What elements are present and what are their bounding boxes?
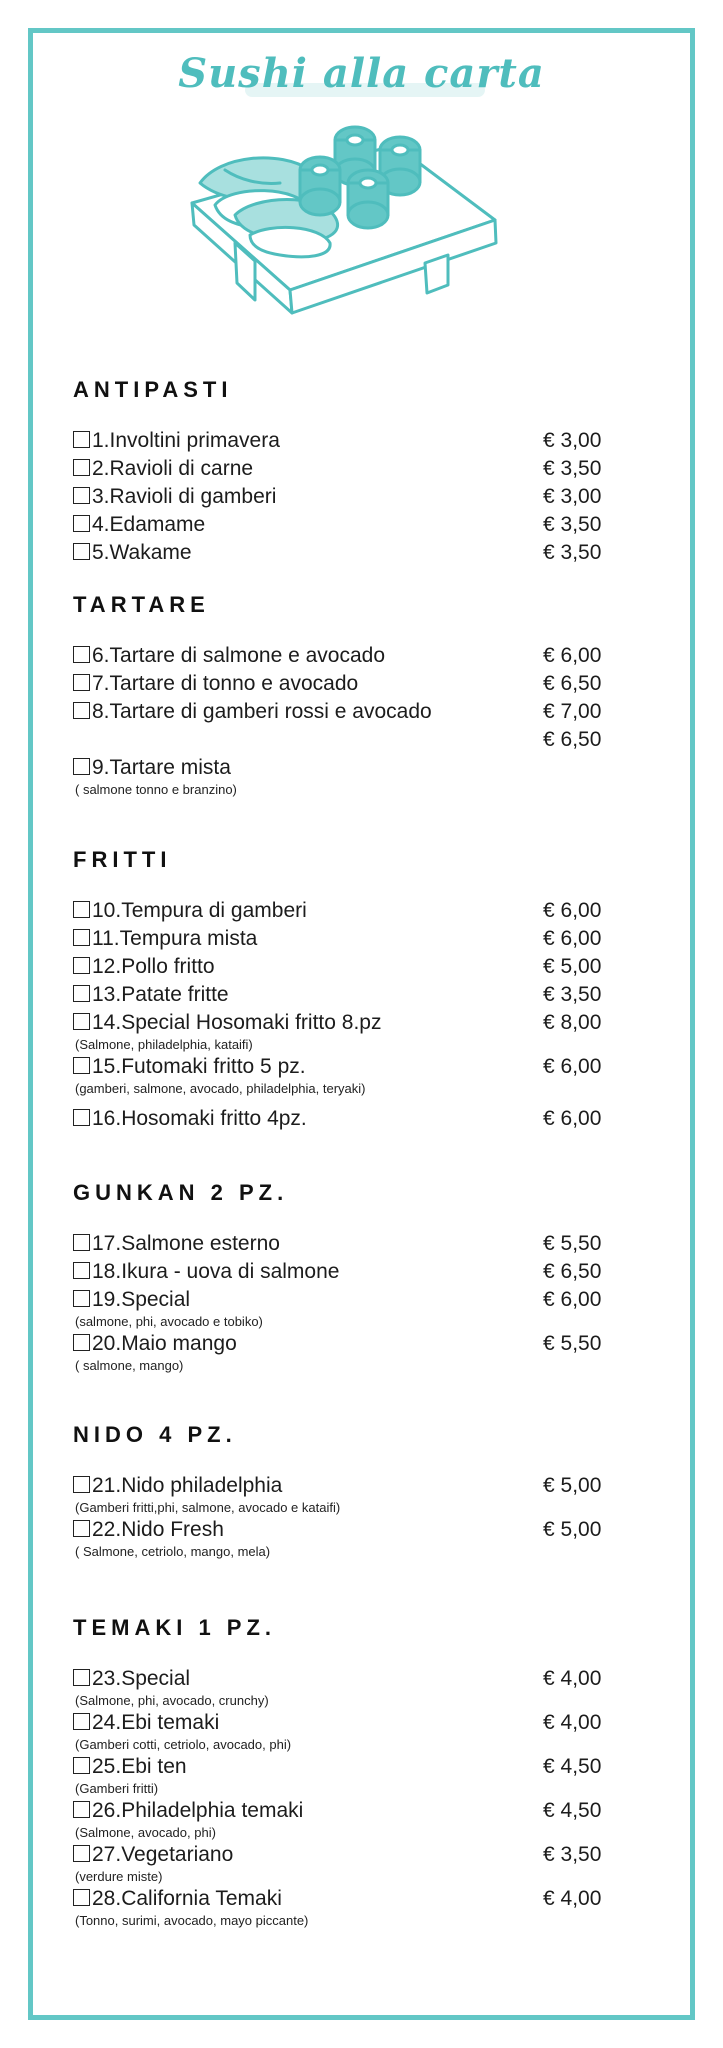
- item-price: € 5,00: [543, 1474, 602, 1497]
- section-fritti: [73, 845, 673, 1133]
- menu-item: [73, 1753, 673, 1797]
- page-title: Sushi alla carta: [178, 50, 545, 97]
- checkbox-icon[interactable]: [73, 1520, 90, 1537]
- item-name: 27.Vegetariano: [92, 1843, 234, 1866]
- checkbox-icon[interactable]: [73, 646, 90, 663]
- item-description: (Salmone, avocado, phi): [75, 1825, 216, 1840]
- checkbox-icon[interactable]: [73, 1057, 90, 1074]
- item-description: (Gamberi fritti): [75, 1781, 159, 1796]
- item-description: ( Salmone, cetriolo, mango, mela): [75, 1544, 271, 1559]
- item-description: (Salmone, philadelphia, kataifi): [75, 1037, 253, 1052]
- item-price: € 6,00: [543, 1107, 602, 1130]
- menu-item: [73, 670, 673, 698]
- section-gunkan: [73, 1178, 673, 1374]
- section-antipasti: [73, 375, 673, 567]
- item-description: (Gamberi cotti, cetriolo, avocado, phi): [75, 1737, 292, 1752]
- menu-item: [73, 1286, 673, 1330]
- item-name: 4.Edamame: [92, 513, 206, 536]
- item-price: € 6,00: [543, 927, 602, 950]
- checkbox-icon[interactable]: [73, 1290, 90, 1307]
- menu-item: [73, 1230, 673, 1258]
- item-description: (Tonno, surimi, avocado, mayo piccante): [75, 1913, 309, 1928]
- menu-item: [73, 1665, 673, 1709]
- item-name: 17.Salmone esterno: [92, 1232, 280, 1255]
- menu-item: [73, 981, 673, 1009]
- checkbox-icon[interactable]: [73, 487, 90, 504]
- item-name: 2.Ravioli di carne: [92, 457, 254, 480]
- item-description: (verdure miste): [75, 1869, 163, 1884]
- item-price: € 5,50: [543, 1232, 602, 1255]
- menu-item: [73, 1516, 673, 1560]
- item-name: 24.Ebi temaki: [92, 1711, 220, 1734]
- checkbox-icon[interactable]: [73, 674, 90, 691]
- checkbox-icon[interactable]: [73, 1013, 90, 1030]
- item-name: 7.Tartare di tonno e avocado: [92, 672, 359, 695]
- item-price-secondary: € 6,50: [543, 728, 602, 751]
- checkbox-icon[interactable]: [73, 1109, 90, 1126]
- item-price: € 3,50: [543, 1843, 602, 1866]
- checkbox-icon[interactable]: [73, 1334, 90, 1351]
- menu-item: [73, 897, 673, 925]
- checkbox-icon[interactable]: [73, 1889, 90, 1906]
- item-price: € 3,50: [543, 541, 602, 564]
- checkbox-icon[interactable]: [73, 957, 90, 974]
- item-name: 3.Ravioli di gamberi: [92, 485, 277, 508]
- item-name: 13.Patate fritte: [92, 983, 229, 1006]
- item-price: € 5,00: [543, 1518, 602, 1541]
- item-price: € 3,00: [543, 485, 602, 508]
- item-name: 16.Hosomaki fritto 4pz.: [92, 1107, 307, 1130]
- menu-item: [73, 427, 673, 455]
- menu-item: [73, 1797, 673, 1841]
- item-price: € 6,00: [543, 1288, 602, 1311]
- item-name: 28.California Temaki: [92, 1887, 282, 1910]
- menu-item: [73, 1258, 673, 1286]
- item-name: 26.Philadelphia temaki: [92, 1799, 304, 1822]
- item-name: 6.Tartare di salmone e avocado: [92, 644, 386, 667]
- item-price: € 6,50: [543, 1260, 602, 1283]
- menu-item: [73, 1105, 673, 1133]
- checkbox-icon[interactable]: [73, 543, 90, 560]
- item-description: (salmone, phi, avocado e tobiko): [75, 1314, 263, 1329]
- menu-item: [73, 539, 673, 567]
- menu-item: [73, 754, 673, 798]
- item-price: € 4,50: [543, 1799, 602, 1822]
- section-nido: [73, 1420, 673, 1560]
- checkbox-icon[interactable]: [73, 985, 90, 1002]
- menu-item: [73, 642, 673, 670]
- item-price: € 6,50: [543, 672, 602, 695]
- item-price: € 3,50: [543, 457, 602, 480]
- item-name: 9.Tartare mista: [92, 756, 231, 779]
- menu-item: [73, 483, 673, 511]
- checkbox-icon[interactable]: [73, 1713, 90, 1730]
- item-name: 18.Ikura - uova di salmone: [92, 1260, 340, 1283]
- item-name: 12.Pollo fritto: [92, 955, 215, 978]
- menu-item: [73, 511, 673, 539]
- checkbox-icon[interactable]: [73, 515, 90, 532]
- section-title: FRITTI: [73, 847, 172, 872]
- menu-item: [73, 455, 673, 483]
- section-tartare: [73, 590, 673, 798]
- item-description: (gamberi, salmone, avocado, philadelphia, teryaki): [75, 1081, 366, 1096]
- section-temaki: [73, 1613, 673, 1929]
- item-price: € 4,00: [543, 1887, 602, 1910]
- menu-item: [73, 1472, 673, 1516]
- item-name: 8.Tartare di gamberi rossi e avocado: [92, 700, 432, 723]
- item-name: 5.Wakame: [92, 541, 192, 564]
- item-price: € 7,00: [543, 700, 602, 723]
- menu-item: [73, 925, 673, 953]
- item-name: 20.Maio mango: [92, 1332, 237, 1355]
- menu-item: [73, 1330, 673, 1374]
- menu-item: [73, 1841, 673, 1885]
- checkbox-icon[interactable]: [73, 1234, 90, 1251]
- item-price: € 3,00: [543, 429, 602, 452]
- checkbox-icon[interactable]: [73, 1669, 90, 1686]
- item-name: 19.Special: [92, 1288, 191, 1311]
- section-title: TARTARE: [73, 592, 210, 617]
- checkbox-icon[interactable]: [73, 431, 90, 448]
- menu-item: [73, 1885, 673, 1929]
- checkbox-icon[interactable]: [73, 1801, 90, 1818]
- item-price: € 5,00: [543, 955, 602, 978]
- checkbox-icon[interactable]: [73, 929, 90, 946]
- checkbox-icon[interactable]: [73, 1262, 90, 1279]
- item-description: ( salmone tonno e branzino): [75, 782, 237, 797]
- item-price: € 6,00: [543, 1055, 602, 1078]
- checkbox-icon[interactable]: [73, 1476, 90, 1493]
- checkbox-icon[interactable]: [73, 901, 90, 918]
- item-name: 14.Special Hosomaki fritto 8.pz: [92, 1011, 382, 1034]
- checkbox-icon[interactable]: [73, 758, 90, 775]
- item-name: 22.Nido Fresh: [92, 1518, 224, 1541]
- item-price: € 3,50: [543, 513, 602, 536]
- checkbox-icon[interactable]: [73, 1845, 90, 1862]
- checkbox-icon[interactable]: [73, 702, 90, 719]
- sushi-board-icon: [180, 125, 510, 355]
- item-price: € 6,00: [543, 899, 602, 922]
- item-name: 11.Tempura mista: [92, 927, 258, 950]
- item-price: € 5,50: [543, 1332, 602, 1355]
- item-price: € 4,00: [543, 1667, 602, 1690]
- menu-item: [73, 1009, 673, 1053]
- item-description: (Salmone, phi, avocado, crunchy): [75, 1693, 269, 1708]
- menu-item: [73, 953, 673, 981]
- item-price: € 6,00: [543, 644, 602, 667]
- item-price: € 8,00: [543, 1011, 602, 1034]
- section-title: GUNKAN 2 PZ.: [73, 1180, 289, 1205]
- checkbox-icon[interactable]: [73, 1757, 90, 1774]
- item-name: 23.Special: [92, 1667, 191, 1690]
- item-name: 10.Tempura di gamberi: [92, 899, 307, 922]
- checkbox-icon[interactable]: [73, 459, 90, 476]
- menu-item: [73, 698, 673, 754]
- item-description: ( salmone, mango): [75, 1358, 184, 1373]
- item-name: 25.Ebi ten: [92, 1755, 187, 1778]
- item-price: € 4,50: [543, 1755, 602, 1778]
- item-description: (Gamberi fritti,phi, salmone, avocado e kataifi): [75, 1500, 341, 1515]
- section-title: TEMAKI 1 PZ.: [73, 1615, 277, 1640]
- item-name: 15.Futomaki fritto 5 pz.: [92, 1055, 306, 1078]
- section-title: NIDO 4 PZ.: [73, 1422, 237, 1447]
- menu-item: [73, 1053, 673, 1097]
- menu-item: [73, 1709, 673, 1753]
- section-title: ANTIPASTI: [73, 377, 233, 402]
- item-name: 21.Nido philadelphia: [92, 1474, 283, 1497]
- item-price: € 4,00: [543, 1711, 602, 1734]
- item-price: € 3,50: [543, 983, 602, 1006]
- item-name: 1.Involtini primavera: [92, 429, 280, 452]
